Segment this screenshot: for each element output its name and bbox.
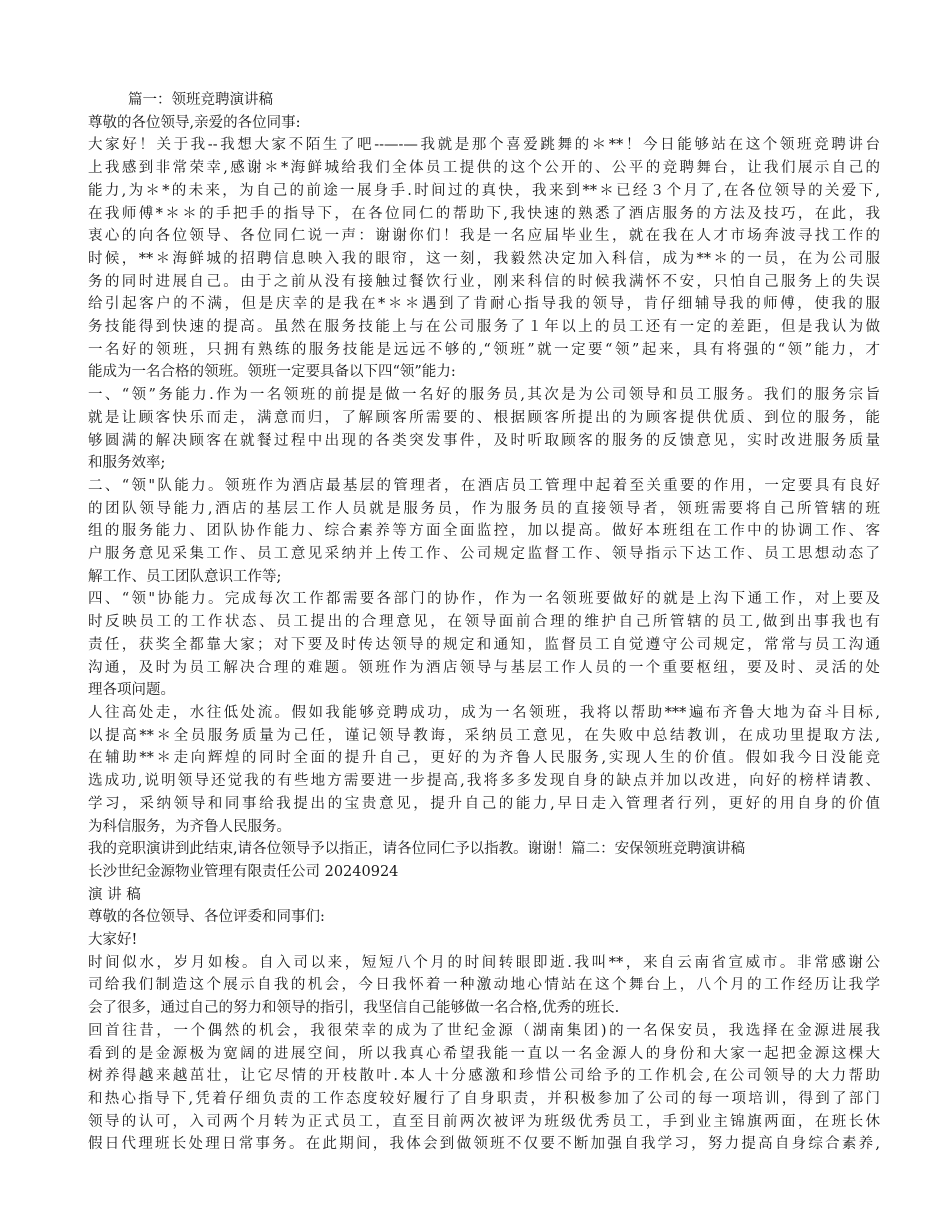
text-line: 四、“领"协能力。完成每次工作都需要各部门的协作，作为一名领班要做好的就是上沟下通工作，对上要及 [88,591,880,608]
text-line: 理各项问题。 [88,682,175,699]
paragraph-coordination-ability [88,588,880,702]
text-line: 和服务效率; [88,455,166,472]
text-line: 树养得越来越茁壮，让它尽情的开枝散叶.本人十分感激和珍惜公司给予的工作机会,在公司领导的大力帮助 [88,1068,880,1085]
text-line: 解工作、员工团队意识工作等; [88,568,282,585]
paragraph-team-ability [88,475,880,589]
text-line: 能成为一名合格的领班。领班一定要具备以下四“领”能力: [88,364,456,381]
text-line: 在辅助**＊走向辉煌的同时全面的提升自己，更好的为齐鲁人民服务,实现人生的价值。假如我今日没能竞 [88,750,880,767]
text-line: 二、“领"队能力。领班作为酒店最基层的管理者，在酒店员工管理中起着至关重要的作用，一定要具有良好 [88,477,880,494]
text-line: 户服务意见采集工作、员工意见采纳并上传工作、公司规定监督工作、领导指示下达工作、员工思想动态了 [88,546,880,563]
text-line: 以提高**＊全员服务质量为己任，谨记领导教诲，采纳员工意见，在失败中总结教训，在成功里提取方法, [88,727,880,744]
paragraph-goal [88,702,880,838]
text-line: 务技能得到快速的提高。虽然在服务技能上与在公司服务了１年以上的员工还有一定的差距，但是我认为做 [88,319,880,336]
text-line: 一、“领”务能力.作为一名领班的前提是做一名好的服务员,其次是为公司领导和员工服务。我们的服务宗旨 [88,387,880,404]
text-line: 时间似水，岁月如梭。自入司以来，短短八个月的时间转眼即逝.我叫**，来自云南省宣威市。非常感谢公 [88,954,880,971]
text-line: 上我感到非常荣幸,感谢＊*海鲜城给我们全体员工提供的这个公开的、公平的竞聘舞台，让我们展示自己的 [88,160,880,177]
text-line: 务的同时进展自己。由于之前从没有接触过餐饮行业，刚来科信的时候我满怀不安，只怕自己服务上的失误 [88,273,880,290]
text-line: 学习，采纳领导和同事给我提出的宝贵意见，提升自己的能力,早日走入管理者行列，更好的用自身的价值 [88,795,880,812]
text-line: 给引起客户的不满，但是庆幸的是我在*＊＊遇到了肯耐心指导我的领导，肯仔细辅导我的师傅，使我的服 [88,296,880,313]
paragraph-review [88,1020,880,1156]
text-line: 一名好的领班，只拥有熟练的服务技能是远远不够的,“领班”就一定要“领”起来，具有将强的“领”能力，才 [88,341,880,358]
text-line: 时候，**＊海鲜城的招聘信息映入我的眼帘，这一刻，我毅然决定加入科信，成为**＊的一员，在为公司服 [88,250,880,267]
text-line: 会了很多，通过自己的努力和领导的指引，我坚信自己能够做一名合格,优秀的班长. [88,1000,620,1017]
hello-line: 大家好! [88,932,138,949]
text-line: 为科信服务，为齐鲁人民服务。 [88,818,291,835]
text-line: 组的服务能力、团队协作能力、综合素养等方面全面监控，加以提高。做好本班组在工作中的协调工作、客 [88,523,880,540]
text-line: 司给我们制造这个展示自我的机会，今日我怀着一种激动地心情站在这个舞台上，八个月的工作经历让我学 [88,977,880,994]
text-line: 的团队领导能力,酒店的基层工作人员就是服务员，作为服务员的直接领导者，领班需要将自己所管辖的班 [88,500,880,517]
text-line: 在我师傅*＊＊的手把手的指导下，在各位同仁的帮助下,我快速的熟悉了酒店服务的方法及技巧，在此，我 [88,205,880,222]
paragraph-service-ability [88,384,880,475]
text-line: 大家好！关于我--我想大家不陌生了吧--—-—我就是那个喜爱跳舞的＊**！今日能够站在这个领班竞聘讲台 [88,137,880,154]
greeting: 尊敬的各位领导,亲爱的各位同事: [88,114,301,131]
speech-label: 演 讲 稿 [88,886,141,903]
text-line: 和热心指导下,凭着仔细负责的工作态度较好履行了自身职责，并积极参加了公司的每一项培训，得到了部门 [88,1090,880,1107]
text-line: 沟通，及时为员工解决合理的难题。领班作为酒店领导与基层工作人员的一个重要枢纽，要及时、灵活的处 [88,659,880,676]
text-line: 够圆满的解决顾客在就餐过程中出现的各类突发事件，及时听取顾客的服务的反馈意见，实时改进服务质量 [88,432,880,449]
text-line: 就是让顾客快乐而走，满意而归，了解顾客所需要的、根据顾客所提出的为顾客提供优质、到位的服务，能 [88,409,880,426]
greeting-2: 尊敬的各位领导、各位评委和同事们: [88,909,325,926]
text-line: 能力,为＊*的未来，为自己的前途一展身手.时间过的真快，我来到**＊已经３个月了,在各位领导的关爱下, [88,182,880,199]
text-line: 领导的认可，入司两个月转为正式员工，直至目前两次被评为班级优秀员工，手到业主锦旗两面，在班长休 [88,1113,880,1130]
text-line: 假日代理班长处理日常事务。在此期间，我体会到做领班不仅要不断加强自我学习，努力提高自身综合素养, [88,1136,880,1153]
closing-line: 我的竞职演讲到此结束,请各位领导予以指正，请各位同仁予以指教。谢谢！篇二：安保领班竞聘演讲稿 [88,841,746,858]
text-line: 回首往昔，一个偶然的机会，我很荣幸的成为了世纪金源（湖南集团)的一名保安员，我选择在金源进展我 [88,1022,880,1039]
text-line: 时反映员工的工作状态、员工提出的合理意见，在领导面前合理的维护自己所管辖的员工,做到出事我也有 [88,614,880,631]
text-line: 人往高处走，水往低处流。假如我能够竞聘成功，成为一名领班，我将以帮助***遍布齐鲁大地为奋斗目标, [88,704,880,721]
document-title: 篇一：领班竞聘演讲稿 [128,92,273,108]
text-line: 衷心的向各位领导、各位同仁说一声：谢谢你们！我是一名应届毕业生，就在我在人才市场奔波寻找工作的 [88,228,880,245]
text-line: 看到的是金源极为宽阔的进展空间，所以我真心希望我能一直以一名金源人的身份和大家一起把金源这棵大 [88,1045,880,1062]
company-line: 长沙世纪金源物业管理有限责任公司 20240924 [88,863,399,880]
paragraph-intro [88,134,880,384]
text-line: 选成功,说明领导还觉我的有些地方需要进一步提高,我将多多发现自身的缺点并加以改进，向好的榜样请教、 [88,773,880,790]
text-line: 责任，获奖全都靠大家；对下要及时传达领导的规定和通知，监督员工自觉遵守公司规定，常常与员工沟通 [88,636,880,653]
paragraph-introduction-2 [88,952,880,1020]
